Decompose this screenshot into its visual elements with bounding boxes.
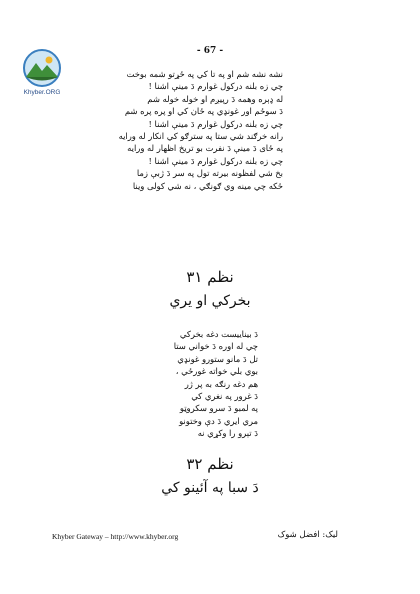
poem-31-stanza — [174, 330, 258, 442]
poem-line: مري ایري دَ دې وختونو — [179, 415, 258, 426]
poem-32-title: نظم ۳۲ — [186, 455, 234, 473]
poem-line: په ځای دَ مینې دَ نفرت بو تریخ اظهار له ورایه — [127, 143, 283, 154]
poem-line: دَ تېرو را وکړي نه — [197, 428, 258, 439]
poem-31-subtitle: بخرکي او یري — [169, 293, 251, 309]
poem-line: هم دغه رنګه به پر ژر — [184, 378, 258, 389]
poem-32-subtitle: دَ سبا په آئینو کي — [161, 480, 259, 496]
footer-website: Khyber Gateway – http://www.khyber.org — [52, 532, 179, 541]
poem-line: نشه نشه شم او په تا کي په ځړتو شمه بوخت — [126, 69, 283, 79]
logo-text: Khyber.ORG — [23, 89, 61, 96]
poem-line: ځکه چي مینه وي ګونګي ، نه شي کولی وینا — [132, 180, 283, 191]
poem-line: رانه خرګند شي ستا په سترګو کي انکار له ورایه — [118, 130, 283, 141]
poem-line: له ډېره وهمه دَ رپیږم او خوله خوله شم — [147, 93, 283, 104]
page-number: - 67 - — [196, 46, 224, 56]
poem-line: چي زه بلنه درکول غوارم دَ مینې اشنا ! — [148, 155, 283, 166]
poem-line: چي زه بلنه درکول غوارم دَ مینې اشنا ! — [148, 118, 283, 129]
poem-line: بخ شي لفظونه بیرته تول په سر دَ ژبې زما — [136, 168, 283, 179]
poem-line: دَ سوځم اور غونډي په ځان کي او پره پره شم — [124, 106, 283, 117]
poem-line: په لمبو دَ سرو سکروټو — [179, 403, 258, 414]
poem-line: چي زه بلنه درکول غوارم دَ مینې اشنا ! — [148, 81, 283, 92]
poem-stanza-top — [119, 70, 283, 194]
poem-line: بوي بلي خواته غورځي ، — [175, 366, 258, 377]
poem-31-title: نظم ۳۱ — [186, 268, 234, 286]
poem-line: دَ بیناییست دغه بخرکي — [179, 329, 258, 339]
poem-line: تل دَ مانو ستورو غونډي — [177, 353, 258, 364]
poem-line: چي له اوره دَ خواني ستا — [173, 341, 258, 352]
poem-line: دَ غرور په نغري کي — [191, 390, 258, 401]
footer-author: لیک: افضل شوک — [277, 530, 338, 540]
